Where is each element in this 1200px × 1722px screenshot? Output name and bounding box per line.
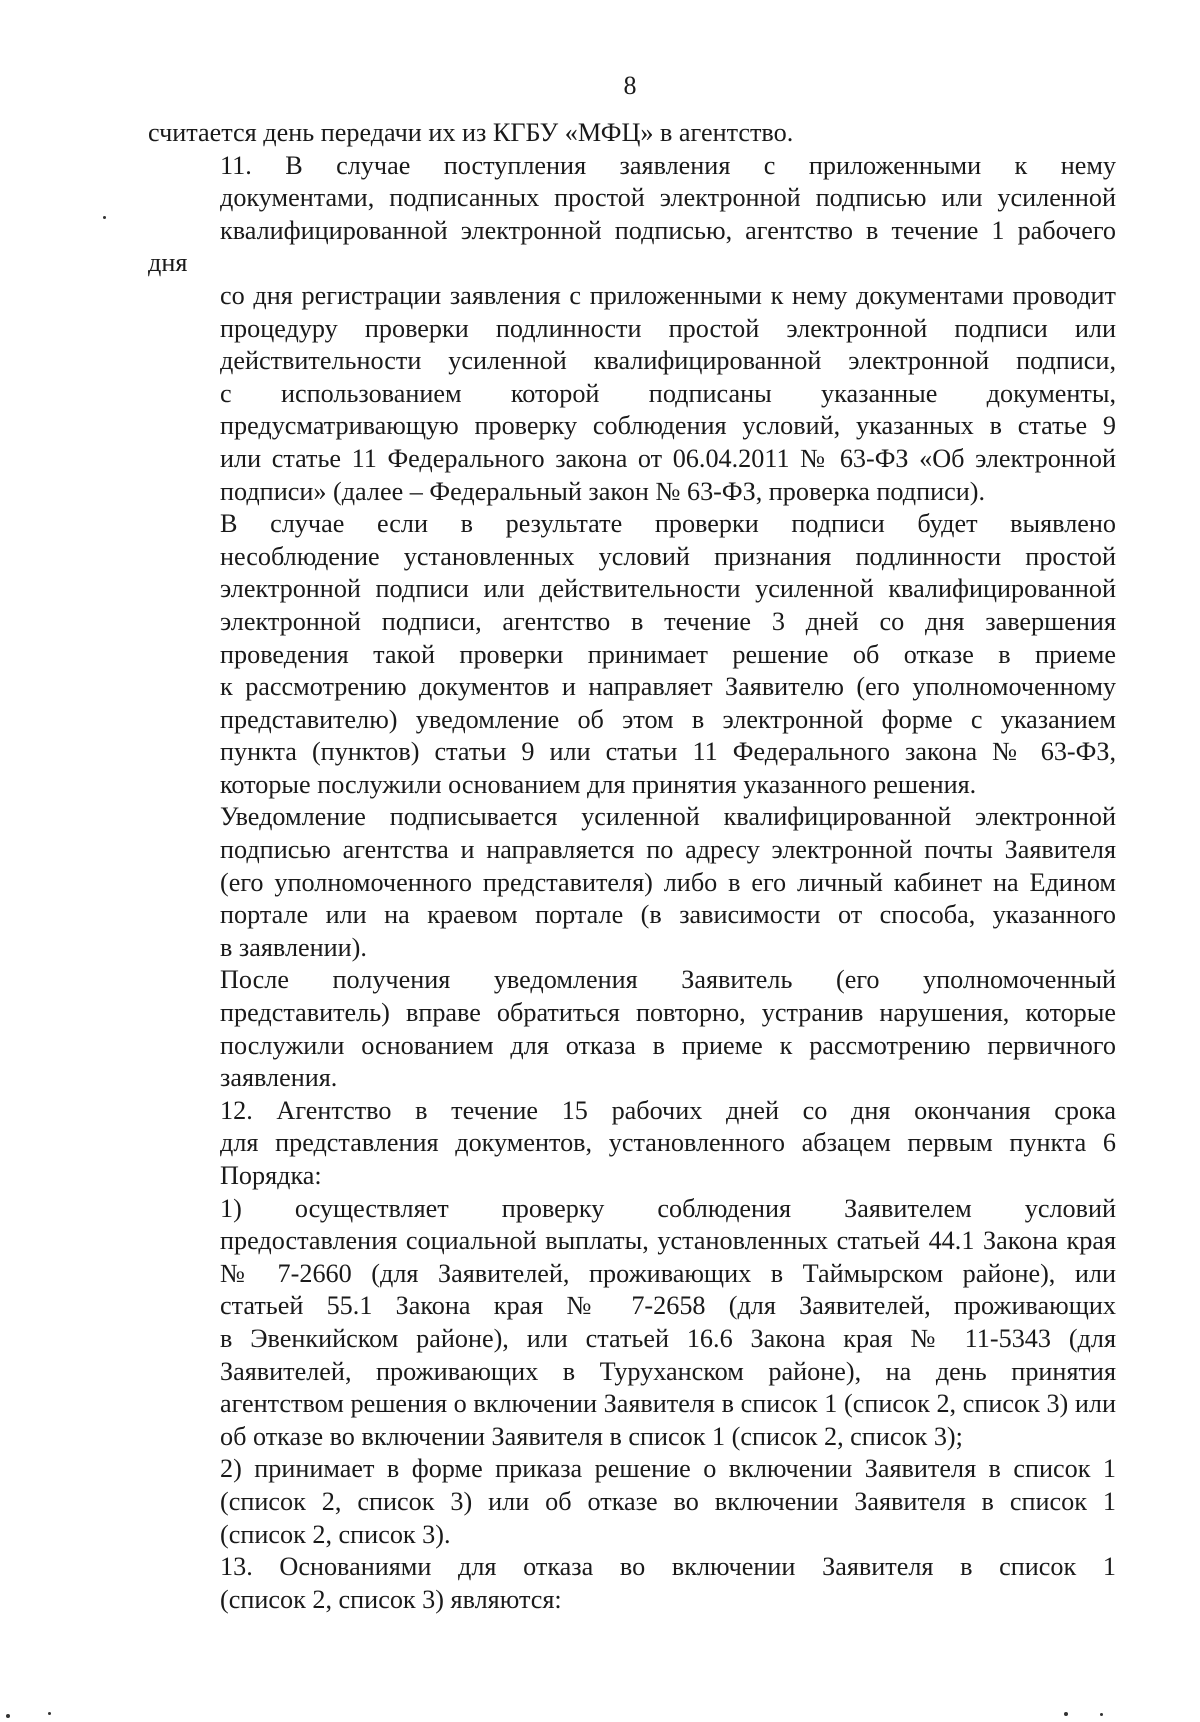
text-line: (список 2, список 3) являются: xyxy=(220,1584,562,1614)
text-line: После получения уведомления Заявитель (его уполномоченный xyxy=(220,965,1116,995)
text-line: 11. В случае поступления заявления с приложенными к нему xyxy=(220,150,1116,180)
text-line: процедуру проверки подлинности простой электронной подписи или xyxy=(220,313,1116,343)
text-line: предусматривающую проверку соблюдения условий, указанных в статье 9 xyxy=(220,411,1116,441)
text-line: подписью агентства и направляется по адресу электронной почты Заявителя xyxy=(220,835,1116,865)
text-line: 13. Основаниями для отказа во включении Заявителя в список 1 xyxy=(220,1552,1116,1582)
text-line: 2) принимает в форме приказа решение о включении Заявителя в список 1 xyxy=(220,1454,1116,1484)
paragraph xyxy=(148,1551,1116,1616)
text-line: об отказе во включении Заявителя в список 1 (список 2, список 3); xyxy=(220,1421,963,1451)
text-line: несоблюдение установленных условий признания подлинности простой xyxy=(220,541,1116,571)
text-line: № 7-2660 (для Заявителей, проживающих в Таймырском районе), или xyxy=(220,1258,1116,1288)
text-line: проведения такой проверки принимает решение об отказе в приеме xyxy=(220,639,1116,669)
text-line: представитель) вправе обратиться повторно, устранив нарушения, которые xyxy=(220,998,1116,1028)
scan-speck xyxy=(103,216,106,219)
paragraph xyxy=(148,508,1116,801)
text-line: В случае если в результате проверки подписи будет выявлено xyxy=(220,509,1116,539)
text-line: в заявлении). xyxy=(220,932,367,962)
text-line: Порядка: xyxy=(220,1161,322,1190)
scan-speck xyxy=(1064,1712,1068,1716)
text-line: предоставления социальной выплаты, установленных статьей 44.1 Закона края xyxy=(220,1226,1116,1256)
text-line: 12. Агентство в течение 15 рабочих дней со дня окончания срока xyxy=(220,1095,1116,1125)
document-body xyxy=(148,117,1116,1616)
paragraph xyxy=(148,150,1116,509)
text-line: действительности усиленной квалифицированной электронной подписи, xyxy=(220,346,1116,376)
text-line: пункта (пунктов) статьи 9 или статьи 11 Федерального закона № 63-ФЗ, xyxy=(220,737,1116,767)
scan-speck xyxy=(6,1714,10,1718)
text-line: со дня регистрации заявления с приложенными к нему документами проводит xyxy=(220,280,1116,310)
paragraph xyxy=(148,801,1116,964)
scan-speck xyxy=(1100,1713,1103,1716)
text-line: 1) осуществляет проверку соблюдения Заявителем условий xyxy=(220,1193,1116,1223)
text-line: (его уполномоченного представителя) либо в его личный кабинет на Едином xyxy=(220,867,1116,897)
text-line: которые послужили основанием для принятия указанного решения. xyxy=(220,769,977,799)
text-line: или статье 11 Федерального закона от 06.04.2011 № 63-ФЗ «Об электронной xyxy=(220,443,1116,473)
paragraph xyxy=(148,1193,1116,1454)
text-line: к рассмотрению документов и направляет Заявителю (его уполномоченному xyxy=(220,672,1116,702)
paragraph xyxy=(148,1453,1116,1551)
text-line: для представления документов, установленного абзацем первым пункта 6 xyxy=(220,1128,1116,1158)
text-line: документами, подписанных простой электронной подписью или усиленной xyxy=(220,183,1116,213)
text-line: агентством решения о включении Заявителя в список 1 (список 2, список 3) или xyxy=(220,1389,1116,1419)
text-line: Заявителей, проживающих в Туруханском районе), на день принятия xyxy=(220,1356,1116,1386)
text-line: электронной подписи или действительности усиленной квалифицированной xyxy=(220,574,1116,604)
text-line: портале или на краевом портале (в зависимости от способа, указанного xyxy=(220,900,1116,930)
paragraph xyxy=(148,1095,1116,1193)
scan-speck xyxy=(48,1712,51,1715)
text-line: подписи» (далее – Федеральный закон № 63-ФЗ, проверка подписи). xyxy=(220,476,986,506)
text-line: считается день передачи их из КГБУ «МФЦ» в агентство. xyxy=(148,118,794,147)
text-line: квалифицированной электронной подписью, агентство в течение 1 рабочего дня xyxy=(148,215,1116,278)
page-number: 8 xyxy=(623,71,637,100)
text-line: (список 2, список 3) или об отказе во включении Заявителя в список 1 xyxy=(220,1486,1116,1516)
text-line: с использованием которой подписаны указанные документы, xyxy=(220,378,1116,408)
text-line: электронной подписи, агентство в течение 3 дней со дня завершения xyxy=(220,606,1116,636)
text-line: заявления. xyxy=(220,1063,338,1093)
text-line: (список 2, список 3). xyxy=(220,1519,451,1549)
text-line: статьей 55.1 Закона края № 7-2658 (для Заявителей, проживающих xyxy=(220,1291,1116,1321)
text-line: представителю) уведомление об этом в электронной форме с указанием xyxy=(220,704,1116,734)
text-line: в Эвенкийском районе), или статьей 16.6 Закона края № 11-5343 (для xyxy=(220,1323,1116,1353)
text-line: Уведомление подписывается усиленной квалифицированной электронной xyxy=(220,802,1116,832)
paragraph xyxy=(148,964,1116,1094)
paragraph xyxy=(148,117,1116,150)
text-line: послужили основанием для отказа в приеме к рассмотрению первичного xyxy=(220,1030,1116,1060)
